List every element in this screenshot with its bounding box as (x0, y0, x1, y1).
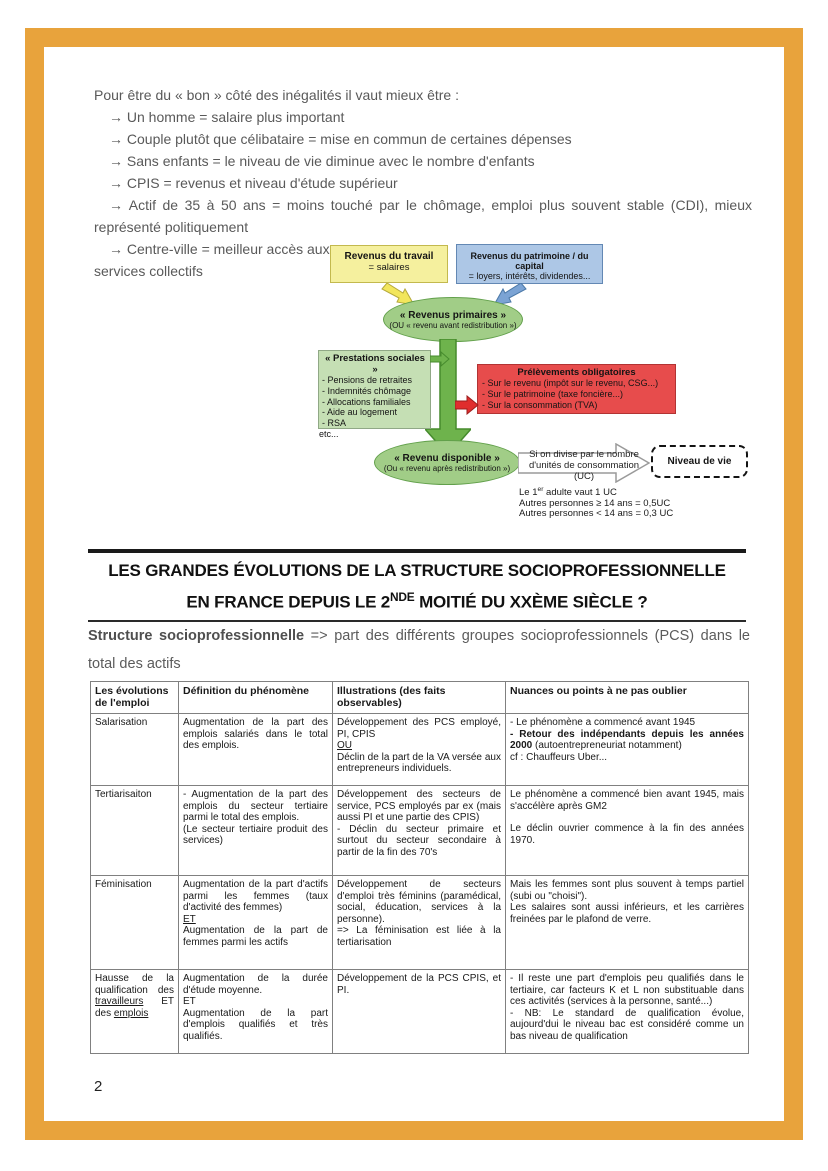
intro-bullet: → Centre-ville = meilleur accès aux services collectifs (94, 241, 330, 279)
table-row-feminisation (91, 876, 749, 970)
intro-bullet: → CPIS = revenus et niveau d'étude supérieur (109, 175, 398, 191)
cell-definition: - Augmentation de la part des emplois du secteur tertiaire parmi le total des emplois. (Le secteur tertiaire produit des services) (179, 786, 333, 876)
social-benefit-item: - Aide au logement (322, 407, 398, 418)
cell-nuances: Mais les femmes sont plus souvent à temps partiel (subi ou "choisi"). Les salaires sont aussi inférieurs, et les carrières freinées par le plafond de verre. (506, 876, 749, 970)
cell-nuances: - Le phénomène a commencé avant 1945 - Retour des indépendants depuis les années 2000 (autoentrepreneuriat notamment) cf : Chauffeurs Uber... (506, 714, 749, 786)
disposable-income-title: « Revenu disponible » (394, 452, 500, 464)
small-green-right-arrow-icon (430, 351, 450, 367)
table-header-row (91, 682, 749, 714)
intro-bullet: → Sans enfants = le niveau de vie diminue avec le nombre d'enfants (109, 153, 535, 169)
social-benefits-box (318, 350, 431, 439)
red-right-arrow-icon (455, 395, 479, 415)
cell-label: Tertiarisaiton (91, 786, 179, 876)
col-header-definition: Définition du phénomène (179, 682, 333, 714)
section-title (88, 558, 746, 616)
cell-definition: Augmentation de la part des emplois salariés dans le total des emplois. (179, 714, 333, 786)
social-benefit-item: - RSA (322, 418, 347, 429)
table-row-tertiarisation (91, 786, 749, 876)
labour-income-subtitle: = salaires (368, 262, 410, 273)
levy-item: - Sur le patrimoine (taxe foncière...) (482, 389, 624, 399)
disposable-income-subtitle: (Ou « revenu après redistribution ») (383, 463, 511, 473)
levy-item: - Sur la consommation (TVA) (482, 400, 598, 410)
social-benefit-item: - Pensions de retraites (322, 375, 413, 385)
division-arrow-label (518, 449, 650, 482)
social-benefit-item: - Allocations familiales (322, 396, 411, 407)
section-heading-block (88, 549, 746, 622)
uc-note-line3: Autres personnes < 14 ans = 0,3 UC (519, 508, 674, 520)
col-header-illustrations: Illustrations (des faits observables) (333, 682, 506, 714)
title-superscript: NDE (390, 590, 415, 604)
cell-label: Salarisation (91, 714, 179, 786)
col-header-nuances: Nuances ou points à ne pas oublier (506, 682, 749, 714)
standard-of-living-label: Niveau de vie (667, 456, 732, 467)
primary-income-title: « Revenus primaires » (399, 309, 507, 321)
cell-definition: Augmentation de la durée d'étude moyenne. ET Augmentation de la part d'emplois qualifiés et très qualifiés. (179, 970, 333, 1054)
disposable-income-ellipse (374, 440, 520, 485)
capital-income-box (456, 244, 603, 284)
table-row-salarisation (91, 714, 749, 786)
section-title-line2: EN FRANCE DEPUIS LE 2NDE MOITIÉ DU XXÈME SIÈCLE ? (186, 590, 648, 612)
section-title-line1: LES GRANDES ÉVOLUTIONS DE LA STRUCTURE SOCIOPROFESSIONNELLE (108, 561, 726, 580)
intro-bullet: → Un homme = salaire plus important (109, 109, 345, 125)
cell-illustrations: Développement des secteurs de service, PCS employés par ex (mais aussi PI et une partie des CPIS) - Déclin du secteur primaire et surtout du secteur secondaire à partir de la fin des 70's (333, 786, 506, 876)
social-benefit-item: - Indemnités chômage (322, 385, 412, 396)
cell-nuances: Le phénomène a commencé bien avant 1945, mais s'accélère après GM2 Le déclin ouvrier commence à la fin des années 1970. (506, 786, 749, 876)
consumption-units-note (519, 485, 679, 520)
cell-definition: Augmentation de la part d'actifs parmi les femmes (taux d'activité des femmes) ET Augmentation de la part de femmes parmi les actifs (179, 876, 333, 970)
uc-superscript: er (537, 486, 544, 493)
primary-income-ellipse (383, 297, 523, 342)
division-arrow-line2: d'unités de consommation (UC) (528, 460, 640, 482)
uc-note-line1: Le 1er adulte vaut 1 UC (519, 486, 617, 499)
social-benefits-title: « Prestations sociales » (325, 353, 425, 375)
cell-nuances: - Il reste une part d'emplois peu qualifiés dans le tertiaire, car facteurs K et L non substituable dans ces activités (services à la personne, santé...) - NB: Le standard de qualification évolue, aujourd'dui le niveau bac est considéré comme un bas niveau de qualification (506, 970, 749, 1054)
division-arrow-line1: Si on divise par le nombre (529, 449, 639, 460)
page-number: 2 (94, 1078, 103, 1095)
cell-label: Féminisation (91, 876, 179, 970)
cell-label: Hausse de la qualification des travailleurs ET des emplois (91, 970, 179, 1054)
col-header-evolutions: Les évolutions de l'emploi (91, 682, 179, 714)
social-benefit-item: etc... (319, 428, 339, 439)
table-row-qualification (91, 970, 749, 1054)
cell-illustrations: Développement de secteurs d'emploi très féminins (paramédical, social, éducation, services à la personne). => La féminisation est liée à la tertiarisation (333, 876, 506, 970)
intro-lead: Pour être du « bon » côté des inégalités il vaut mieux être : (94, 87, 459, 103)
definition-rest: => part des différents groupes socioprofessionnels (PCS) dans le total des actifs (88, 628, 751, 672)
cell-illustrations: Développement de la PCS CPIS, et PI. (333, 970, 506, 1054)
heading-top-rule (88, 549, 746, 553)
labour-income-title: Revenus du travail (344, 251, 434, 262)
standard-of-living-box (651, 445, 748, 478)
compulsory-levies-title: Prélèvements obligatoires (517, 367, 636, 378)
intro-bullet: → Actif de 35 à 50 ans = moins touché par le chômage, emploi plus souvent stable (CDI), mieux représenté politiquement (94, 197, 752, 235)
definition-paragraph (88, 622, 750, 678)
primary-income-subtitle: (OU « revenu avant redistribution ») (389, 320, 517, 330)
employment-evolutions-table (90, 681, 749, 1054)
intro-bullet: → Couple plutôt que célibataire = mise en commun de certaines dépenses (109, 131, 572, 147)
capital-income-title: Revenus du patrimoine / du capital (470, 251, 589, 271)
levy-item: - Sur le revenu (impôt sur le revenu, CSG...) (482, 378, 659, 388)
capital-income-subtitle: = loyers, intérêts, dividendes... (468, 271, 591, 281)
uc-note-line2: Autres personnes ≥ 14 ans = 0,5UC (519, 497, 671, 509)
labour-income-box (330, 245, 448, 283)
cell-illustrations: Développement des PCS employé, PI, CPIS OU Déclin de la part de la VA versée aux entrepreneurs individuels. (333, 714, 506, 786)
definition-term: Structure socioprofessionnelle (88, 628, 305, 644)
compulsory-levies-box (477, 364, 676, 414)
